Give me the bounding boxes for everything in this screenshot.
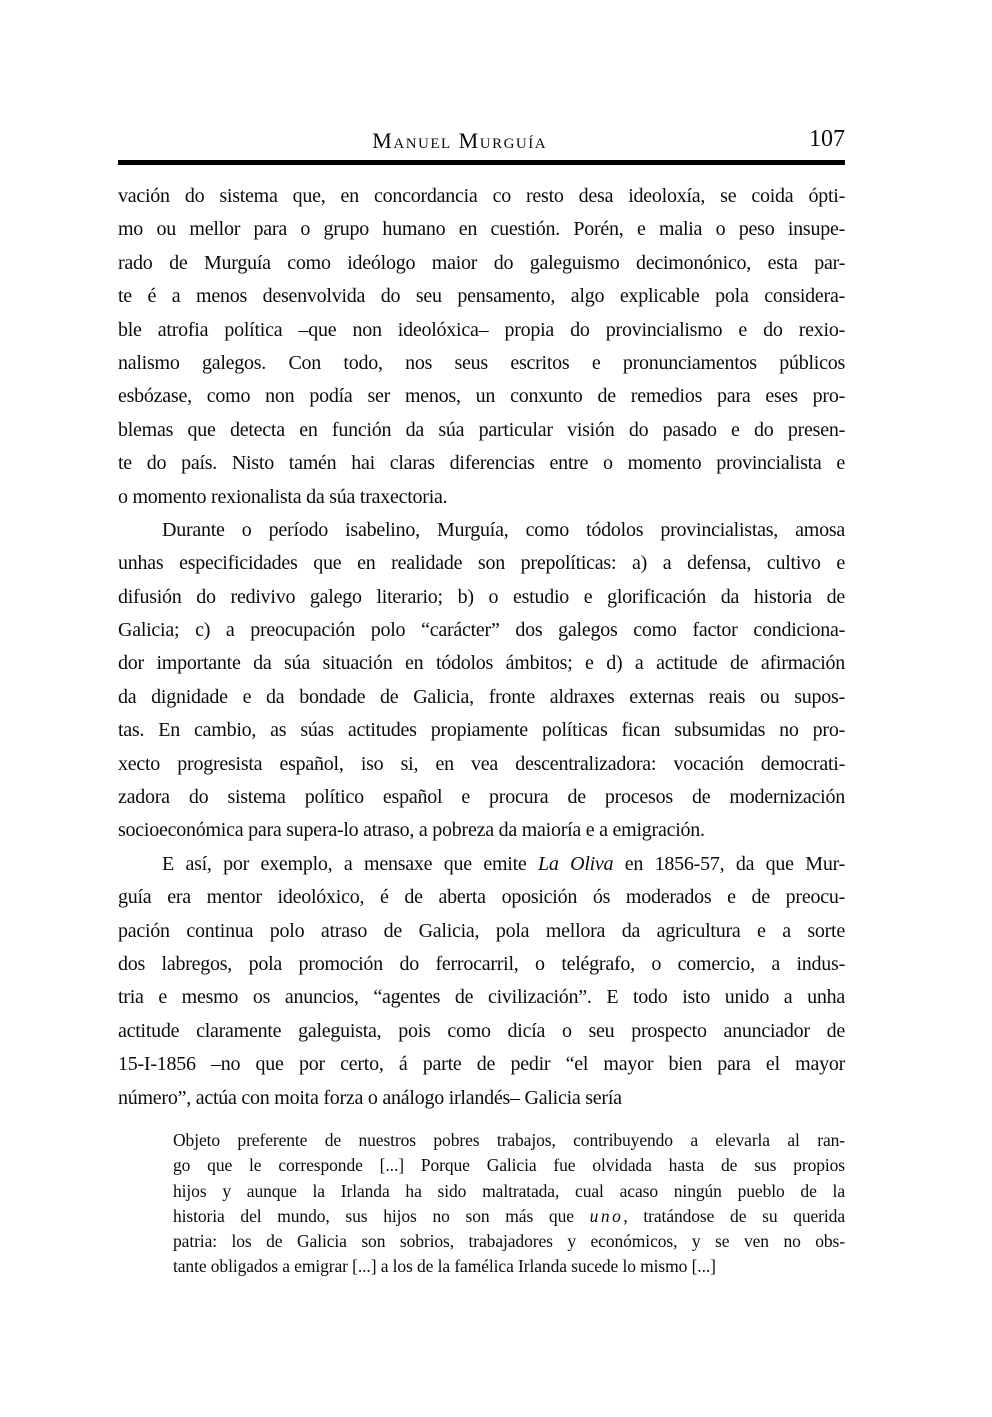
text-segment: vación do sistema que, en concordancia co resto desa ideoloxía, se coida ópti- — [118, 185, 845, 207]
text-line — [118, 1015, 845, 1048]
text-line — [118, 180, 845, 213]
text-line — [173, 1229, 845, 1254]
text-segment: blemas que detecta en función da súa particular visión do pasado e do presen- — [118, 418, 845, 441]
text-line — [118, 814, 845, 847]
text-segment: dos labregos, pola promoción do ferrocarril, o telégrafo, o comercio, a indus- — [118, 952, 845, 975]
text-segment: esbózase, como non podía ser menos, un conxunto de remedios para eses pro- — [118, 385, 845, 408]
text-segment: patria: los de Galicia son sobrios, trabajadores y económicos, y se ven no obs- — [173, 1231, 845, 1252]
text-line — [118, 314, 845, 347]
text-segment: dor importante da súa situación en tódolos ámbitos; e d) a actitude de afirmación — [118, 652, 845, 675]
text-line — [118, 681, 845, 714]
text-segment: tria e mesmo os anuncios, “agentes de civilización”. E todo isto unido a unha — [118, 986, 845, 1009]
text-segment: mo ou mellor para o grupo humano en cuestión. Porén, e malia o peso insupe- — [118, 218, 845, 241]
text-segment: Objeto preferente de nuestros pobres trabajos, contribuyendo a elevarla al ran- — [173, 1129, 845, 1150]
italic-text: uno — [589, 1205, 624, 1226]
text-line — [118, 948, 845, 981]
text-segment: , tratándose de su querida — [623, 1205, 845, 1226]
text-segment: rado de Murguía como ideólogo maior do galeguismo decimonónico, esta par- — [118, 251, 845, 274]
text-line — [118, 514, 845, 547]
text-segment: te do país. Nisto tamén hai claras diferencias entre o momento provincialista e — [118, 452, 845, 475]
text-line — [118, 213, 845, 246]
text-line — [118, 414, 845, 447]
text-segment: nalismo galegos. Con todo, nos seus escritos e pronunciamentos públicos — [118, 351, 845, 374]
text-segment: historia del mundo, sus hijos no son más que — [173, 1205, 590, 1226]
text-line — [118, 748, 845, 781]
text-segment: zadora do sistema político español e procura de procesos de modernización — [118, 786, 845, 809]
text-segment: difusión do redivivo galego literario; b) o estudio e glorificación da historia de — [118, 585, 845, 608]
text-line — [118, 447, 845, 480]
text-segment: xecto progresista español, iso si, en vea descentralizadora: vocación democrati- — [118, 752, 845, 775]
paragraph — [118, 180, 845, 514]
body-text — [118, 180, 845, 1115]
text-line — [118, 547, 845, 580]
text-line — [118, 848, 845, 881]
text-segment: actitude claramente galeguista, pois como dicía o seu prospecto anunciador de — [118, 1019, 845, 1042]
text-segment: 15-I-1856 –no que por certo, á parte de pedir “el mayor bien para el mayor — [118, 1053, 845, 1076]
text-segment: unhas especificidades que en realidade son prepolíticas: a) a defensa, cultivo e — [118, 552, 845, 575]
text-line — [173, 1128, 845, 1153]
italic-text: La Oliva — [538, 852, 614, 875]
text-line — [173, 1254, 845, 1279]
text-segment: go que le corresponde [...] Porque Galicia fue olvidada hasta de sus propios — [173, 1155, 845, 1176]
text-line — [118, 881, 845, 914]
text-segment: tante obligados a emigrar [...] a los de la famélica Irlanda sucede lo mismo [...] — [173, 1256, 716, 1277]
text-line — [173, 1153, 845, 1178]
text-segment: en 1856-57, da que Mur- — [613, 852, 845, 875]
header-rule — [118, 160, 845, 165]
text-segment: hijos y aunque la Irlanda ha sido maltratada, cual acaso ningún pueblo de la — [173, 1180, 845, 1201]
text-line — [173, 1179, 845, 1204]
text-segment: ble atrofia política –que non ideolóxica– propia do provincialismo e do rexio- — [118, 318, 845, 341]
text-line — [118, 714, 845, 747]
text-line — [118, 280, 845, 313]
header-title: Manuel Murguía — [372, 128, 548, 153]
text-segment: tas. En cambio, as súas actitudes propiamente políticas fican subsumidas no pro- — [118, 719, 845, 742]
page-number: 107 — [809, 126, 845, 152]
text-line — [173, 1204, 845, 1229]
text-line — [118, 915, 845, 948]
paragraph — [118, 514, 845, 848]
text-line — [118, 614, 845, 647]
text-segment: pación continua polo atraso de Galicia, pola mellora da agricultura e a sorte — [118, 919, 845, 942]
text-line — [118, 481, 845, 514]
text-line — [118, 1048, 845, 1081]
text-line — [118, 981, 845, 1014]
text-segment: número”, actúa con moita forza o análogo irlandés– Galicia sería — [118, 1086, 622, 1109]
text-line — [118, 1082, 845, 1115]
text-line — [118, 347, 845, 380]
paragraph — [118, 848, 845, 1115]
text-segment: guía era mentor ideolóxico, é de aberta oposición ós moderados e de preocu- — [118, 886, 845, 909]
text-line — [118, 247, 845, 280]
page-content — [118, 128, 845, 1280]
text-segment: o momento rexionalista da súa traxectoria. — [118, 485, 448, 508]
text-segment: te é a menos desenvolvida do seu pensamento, algo explicable pola considera- — [118, 285, 845, 308]
text-line — [118, 781, 845, 814]
text-line — [118, 647, 845, 680]
text-segment: E así, por exemplo, a mensaxe que emite — [162, 852, 539, 875]
running-header — [118, 128, 845, 158]
block-quote — [173, 1128, 845, 1280]
text-segment: da dignidade e da bondade de Galicia, fronte aldraxes externas reais ou supos- — [118, 685, 845, 708]
text-segment: Durante o período isabelino, Murguía, como tódolos provincialistas, amosa — [162, 518, 845, 541]
text-segment: socioeconómica para supera-lo atraso, a pobreza da maioría e a emigración. — [118, 819, 705, 842]
text-line — [118, 581, 845, 614]
text-segment: Galicia; c) a preocupación polo “carácter” dos galegos como factor condiciona- — [118, 619, 845, 642]
text-line — [118, 380, 845, 413]
